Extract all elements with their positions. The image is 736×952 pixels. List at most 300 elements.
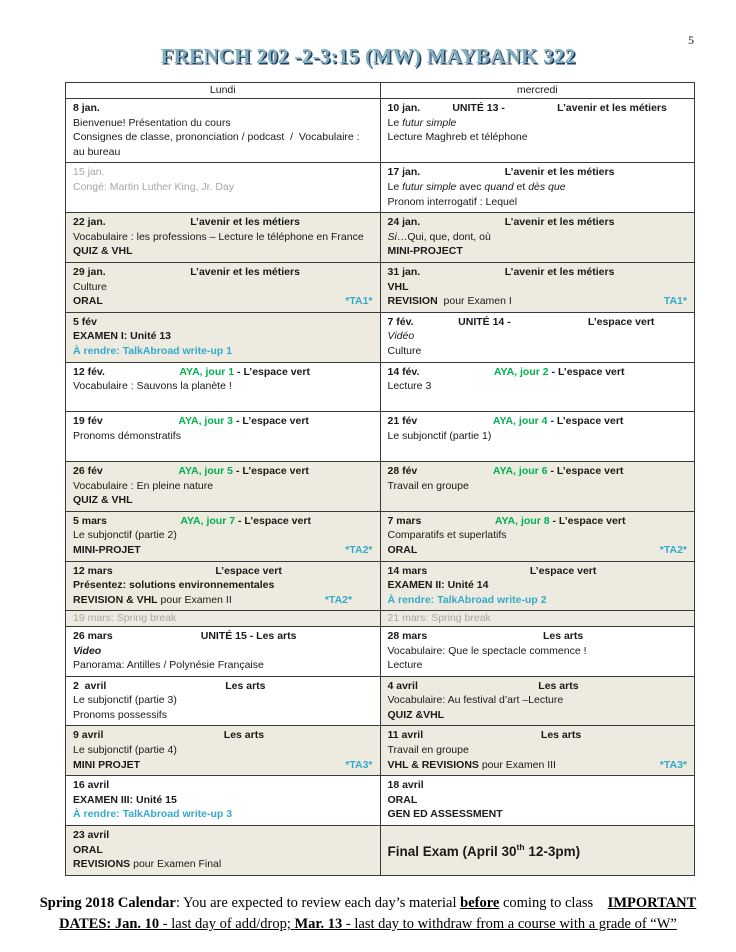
text-segment: L’avenir et les métiers <box>504 166 615 179</box>
text-segment: L’avenir et les métiers <box>190 216 300 229</box>
line-part <box>106 215 373 230</box>
text-segment: VHL & REVISIONS <box>387 758 479 771</box>
line-part <box>105 365 373 380</box>
line-part <box>73 758 140 773</box>
line-part <box>664 294 687 309</box>
text-segment: QUIZ & VHL <box>73 494 133 507</box>
text-segment: AYA, jour 5 <box>178 465 234 478</box>
footer-line <box>30 893 706 914</box>
line-part <box>388 344 422 359</box>
text-segment: *TA3* <box>345 758 373 771</box>
text-segment: Video <box>73 644 102 657</box>
line-part <box>388 629 428 644</box>
line-part <box>73 464 103 479</box>
text-segment: 2 avril <box>73 679 107 692</box>
text-segment: L’avenir et les métiers <box>504 216 615 229</box>
line-part <box>388 294 512 309</box>
text-segment: 5 mars <box>73 514 107 527</box>
text-segment: Lecture 3 <box>387 380 432 393</box>
text-segment: 14 fév. <box>387 365 420 378</box>
text-segment: ORAL <box>73 843 103 856</box>
line-part <box>388 479 469 494</box>
cell-line <box>73 280 373 295</box>
column-header-wednesday: mercredi <box>380 83 695 99</box>
line-part <box>345 758 372 773</box>
cell-line <box>73 116 373 131</box>
line-part <box>388 644 587 659</box>
text-segment: …Qui, que, dont, où <box>396 230 491 243</box>
text-segment: Si <box>387 230 397 243</box>
spacer <box>103 294 346 309</box>
line-part <box>421 514 687 529</box>
calendar-row <box>66 726 695 776</box>
cell-line <box>73 180 373 195</box>
text-segment: - <box>547 465 557 478</box>
line-part <box>427 564 687 579</box>
line-part <box>73 215 106 230</box>
line-part <box>73 429 181 444</box>
calendar-row <box>66 676 695 726</box>
cell-line <box>388 265 688 280</box>
text-segment: Culture <box>73 280 107 293</box>
line-part <box>388 180 566 195</box>
text-segment: QUIZ & VHL <box>73 245 133 258</box>
text-segment: *TA1* <box>345 295 373 308</box>
line-part <box>107 514 373 529</box>
text-segment: 18 avril <box>387 779 424 792</box>
cell-line <box>73 612 373 625</box>
cell-line <box>388 244 688 259</box>
line-part <box>388 807 503 822</box>
monday-cell <box>66 826 381 876</box>
table-header-row <box>66 83 695 99</box>
text-segment: 28 fév <box>387 465 418 478</box>
line-part <box>388 743 469 758</box>
line-part <box>388 728 424 743</box>
calendar-row <box>66 412 695 462</box>
cell-line <box>73 265 373 280</box>
line-part <box>73 344 232 359</box>
line-part <box>73 244 133 259</box>
cell-line <box>388 708 688 723</box>
line-part <box>388 838 581 862</box>
text-segment: Les arts <box>542 629 584 642</box>
line-part <box>388 658 423 673</box>
line-part <box>73 679 106 694</box>
text-segment: MINI-PROJET <box>73 544 141 557</box>
text-segment: 28 mars <box>387 629 428 642</box>
cell-line <box>388 679 688 694</box>
cell-line <box>388 778 688 793</box>
line-part <box>388 464 418 479</box>
wednesday-cell <box>380 826 695 876</box>
line-part <box>525 101 687 116</box>
cell-line <box>388 344 688 359</box>
line-part <box>103 728 372 743</box>
line-part <box>388 315 414 330</box>
line-part <box>420 265 687 280</box>
monday-cell <box>66 163 381 213</box>
text-segment: 19 fév <box>73 415 103 428</box>
line-part <box>388 365 420 380</box>
text-segment: pour Examen II <box>157 593 232 606</box>
text-segment: AYA, jour 7 <box>180 514 236 527</box>
cell-line <box>73 379 373 394</box>
line-part <box>73 843 103 858</box>
text-segment: 31 jan. <box>387 265 421 278</box>
cell-line <box>388 130 688 145</box>
text-segment: pour Examen III <box>478 758 556 771</box>
line-part <box>388 101 421 116</box>
text-segment: Vocabulaire : En pleine nature <box>73 479 214 492</box>
monday-cell <box>66 611 381 627</box>
text-segment: Vidéo <box>387 330 415 343</box>
line-part <box>325 593 373 608</box>
cell-line <box>73 429 373 444</box>
text-segment: Les arts <box>538 679 579 692</box>
line-part <box>388 793 418 808</box>
text-segment: À rendre: TalkAbroad write-up 1 <box>73 344 233 357</box>
text-segment: futur simple <box>402 180 457 193</box>
text-segment: Le <box>387 116 403 129</box>
cell-line <box>388 593 688 608</box>
text-segment: L’espace vert <box>242 415 309 428</box>
calendar-row <box>66 312 695 362</box>
text-segment: *TA2* <box>324 593 353 606</box>
cell-line <box>73 329 373 344</box>
text-segment: L’espace vert <box>244 514 311 527</box>
monday-cell <box>66 676 381 726</box>
cell-line <box>388 464 688 479</box>
text-segment: - last day of add/drop; <box>159 915 295 932</box>
text-segment: 23 avril <box>73 829 110 842</box>
line-part <box>388 244 463 259</box>
line-part <box>420 165 687 180</box>
course-calendar-table <box>65 82 695 876</box>
cell-line <box>388 528 688 543</box>
cell-line <box>388 612 688 625</box>
text-segment: Pronoms possessifs <box>73 708 167 721</box>
footer-note <box>0 893 736 935</box>
text-segment: 12 mars <box>73 564 113 577</box>
line-part <box>388 612 491 625</box>
cell-line <box>388 658 688 673</box>
calendar-row <box>66 362 695 412</box>
cell-line <box>73 857 373 872</box>
cell-line <box>73 728 373 743</box>
text-segment: - <box>235 514 245 527</box>
text-segment: 19 mars: Spring break <box>73 612 177 625</box>
cell-line <box>73 778 373 793</box>
cell-line <box>73 294 373 309</box>
cell-line <box>388 195 688 210</box>
spacer <box>141 543 346 558</box>
text-segment: 24 jan. <box>387 216 421 229</box>
cell-line <box>73 843 373 858</box>
line-part <box>414 315 544 330</box>
text-segment: DATES: <box>59 915 112 932</box>
line-part <box>388 578 489 593</box>
wednesday-cell <box>380 262 695 312</box>
cell-line <box>388 329 688 344</box>
text-segment: coming to class <box>499 894 608 911</box>
text-segment: Les arts <box>225 679 266 692</box>
cell-line <box>388 543 688 558</box>
text-segment: Culture <box>387 344 422 357</box>
line-part <box>388 758 556 773</box>
text-segment: AYA, jour 3 <box>178 415 234 428</box>
line-part <box>73 379 232 394</box>
text-segment: Bienvenue! Présentation du cours <box>73 116 231 129</box>
monday-cell <box>66 561 381 611</box>
line-part <box>73 130 373 159</box>
text-segment: *TA2* <box>345 544 373 557</box>
cell-line <box>388 693 688 708</box>
line-part <box>73 708 167 723</box>
cell-line <box>73 365 373 380</box>
text-segment: 7 mars <box>387 514 422 527</box>
text-segment: REVISION & VHL <box>73 593 158 606</box>
text-segment: Lecture Maghreb et téléphone <box>387 131 528 144</box>
line-part <box>418 679 687 694</box>
cell-line <box>388 429 688 444</box>
line-part <box>388 265 421 280</box>
text-segment: À rendre: TalkAbroad write-up 2 <box>387 593 547 606</box>
cell-line <box>73 644 373 659</box>
cell-line <box>73 543 373 558</box>
calendar-row <box>66 561 695 611</box>
line-part <box>73 828 109 843</box>
line-part <box>345 543 372 558</box>
text-segment: 26 mars <box>73 629 113 642</box>
monday-cell <box>66 511 381 561</box>
text-segment: MINI-PROJECT <box>387 245 463 258</box>
line-part <box>103 464 373 479</box>
text-segment: ORAL <box>387 544 418 557</box>
line-part <box>388 379 432 394</box>
text-segment: Le <box>387 180 403 193</box>
text-segment: 17 jan. <box>387 166 421 179</box>
text-segment: AYA, jour 1 <box>179 365 235 378</box>
line-part <box>388 414 418 429</box>
text-segment: L’espace vert <box>529 564 597 577</box>
line-part <box>388 116 457 131</box>
wednesday-cell <box>380 362 695 412</box>
text-segment: 8 jan. <box>73 102 100 114</box>
text-segment: Jan. 10 <box>114 915 160 932</box>
cell-line <box>73 828 373 843</box>
text-segment: L’espace vert <box>557 365 625 378</box>
cell-line <box>388 807 688 822</box>
line-part <box>420 215 687 230</box>
spacer <box>140 758 345 773</box>
line-part <box>388 564 428 579</box>
line-part <box>388 165 421 180</box>
text-segment: Panorama: Antilles / Polynésie Française <box>73 659 264 672</box>
cell-line <box>73 464 373 479</box>
cell-line <box>388 514 688 529</box>
line-part <box>73 658 264 673</box>
line-part <box>73 116 231 131</box>
cell-line <box>388 758 688 773</box>
text-segment: pour Examen Final <box>130 858 222 871</box>
line-part <box>73 514 107 529</box>
monday-cell <box>66 726 381 776</box>
cell-line <box>388 280 688 295</box>
text-segment: EXAMEN I: Unité 13 <box>73 330 172 343</box>
line-part <box>427 629 687 644</box>
wednesday-cell <box>380 726 695 776</box>
column-header-monday: Lundi <box>66 83 381 99</box>
text-segment: GEN ED ASSESSMENT <box>387 808 503 821</box>
cell-line <box>388 644 688 659</box>
calendar-body <box>66 99 695 876</box>
cell-line <box>73 514 373 529</box>
cell-line <box>388 479 688 494</box>
text-segment: L’espace vert <box>558 514 626 527</box>
text-segment: MINI PROJET <box>73 758 141 771</box>
wednesday-cell <box>380 312 695 362</box>
cell-line <box>73 101 373 116</box>
line-part <box>73 528 177 543</box>
monday-cell <box>66 462 381 512</box>
cell-line <box>73 215 373 230</box>
cell-line <box>388 379 688 394</box>
text-segment: - last day to withdraw from a course with a grade of “W” <box>342 915 677 932</box>
cell-line <box>73 564 373 579</box>
cell-line <box>73 443 373 458</box>
text-segment: Travail en groupe <box>387 479 469 492</box>
cell-line <box>388 793 688 808</box>
line-part <box>73 479 213 494</box>
line-part <box>73 612 176 625</box>
text-segment: 16 avril <box>73 779 110 792</box>
cell-line <box>388 578 688 593</box>
line-part <box>73 265 106 280</box>
text-segment: 4 avril <box>387 679 418 692</box>
spacer <box>556 758 660 773</box>
text-segment: Pronom interrogatif : Lequel <box>387 195 518 208</box>
line-part <box>73 165 105 180</box>
text-segment: 14 mars <box>387 564 428 577</box>
text-segment: IMPORTANT <box>607 894 697 911</box>
cell-line <box>388 629 688 644</box>
text-segment: - <box>233 465 243 478</box>
cell-line <box>388 365 688 380</box>
calendar-row <box>66 462 695 512</box>
text-segment: Le subjonctif (partie 2) <box>73 529 177 542</box>
line-part <box>113 564 373 579</box>
line-part <box>660 758 687 773</box>
page-title: FRENCH 202 -2-3:15 (MW) MAYBANK 322 <box>160 44 576 68</box>
text-segment: pour Examen I <box>437 295 512 308</box>
line-part <box>388 778 424 793</box>
text-segment: Vocabulaire: Que le spectacle commence ! <box>387 644 587 657</box>
line-part <box>73 629 113 644</box>
text-segment: L’espace vert <box>556 415 624 428</box>
line-part <box>419 365 687 380</box>
line-part <box>388 195 518 210</box>
line-part <box>73 564 113 579</box>
line-part <box>73 778 109 793</box>
text-segment: 10 jan. <box>387 102 421 114</box>
line-part <box>388 693 564 708</box>
cell-line <box>388 564 688 579</box>
footer-line <box>30 914 706 935</box>
text-segment: Lecture <box>387 659 423 672</box>
cell-line <box>73 165 373 180</box>
text-segment: 22 jan. <box>73 216 106 229</box>
calendar-row <box>66 213 695 263</box>
cell-line <box>73 593 373 608</box>
line-part <box>73 315 97 330</box>
cell-line <box>73 679 373 694</box>
monday-cell <box>66 626 381 676</box>
text-segment: L’espace vert <box>215 564 282 577</box>
line-part <box>73 743 177 758</box>
line-part <box>388 329 415 344</box>
text-segment: ORAL <box>73 295 103 308</box>
text-segment: Travail en groupe <box>387 744 469 757</box>
line-part <box>388 528 507 543</box>
text-segment: Mar. 13 <box>294 915 343 932</box>
line-part <box>388 429 492 444</box>
text-segment: Consignes de classe, prononciation / podcast / Vocabulaire : au bureau <box>73 131 363 158</box>
wednesday-cell <box>380 412 695 462</box>
text-segment: 15 jan. <box>73 166 105 179</box>
line-part <box>420 101 525 116</box>
line-part <box>73 280 107 295</box>
calendar-row <box>66 626 695 676</box>
text-segment: 12-3pm) <box>524 843 581 859</box>
cell-line <box>388 230 688 245</box>
cell-line <box>388 165 688 180</box>
line-part <box>388 679 418 694</box>
cell-line <box>73 394 373 409</box>
text-segment: 5 fév <box>73 315 97 328</box>
cell-line <box>388 294 688 309</box>
text-segment: 9 avril <box>73 729 104 742</box>
calendar-row <box>66 776 695 826</box>
page-number: 5 <box>688 33 694 47</box>
text-segment: - <box>233 415 243 428</box>
cell-line <box>73 493 373 508</box>
text-segment: Pronoms démonstratifs <box>73 429 181 442</box>
cell-line <box>73 244 373 259</box>
text-segment: TA1* <box>663 295 687 308</box>
cell-line <box>73 793 373 808</box>
text-segment: REVISION <box>387 295 438 308</box>
calendar-row <box>66 511 695 561</box>
cell-line <box>73 629 373 644</box>
text-segment: À rendre: TalkAbroad write-up 3 <box>73 808 233 821</box>
text-segment: UNITÉ 15 - Les arts <box>200 629 297 642</box>
text-segment: et <box>513 180 529 193</box>
text-segment: 21 fév <box>387 415 418 428</box>
line-part <box>660 543 687 558</box>
text-segment: 7 fév. <box>387 315 414 328</box>
line-part <box>73 543 141 558</box>
cell-line <box>388 394 688 409</box>
text-segment: - <box>549 514 559 527</box>
line-part <box>388 130 528 145</box>
cell-line <box>388 180 688 195</box>
monday-cell <box>66 99 381 163</box>
text-segment: Le subjonctif (partie 3) <box>73 694 177 707</box>
text-segment: L’avenir et les métiers <box>557 102 667 114</box>
line-part <box>106 265 373 280</box>
line-part <box>388 543 418 558</box>
